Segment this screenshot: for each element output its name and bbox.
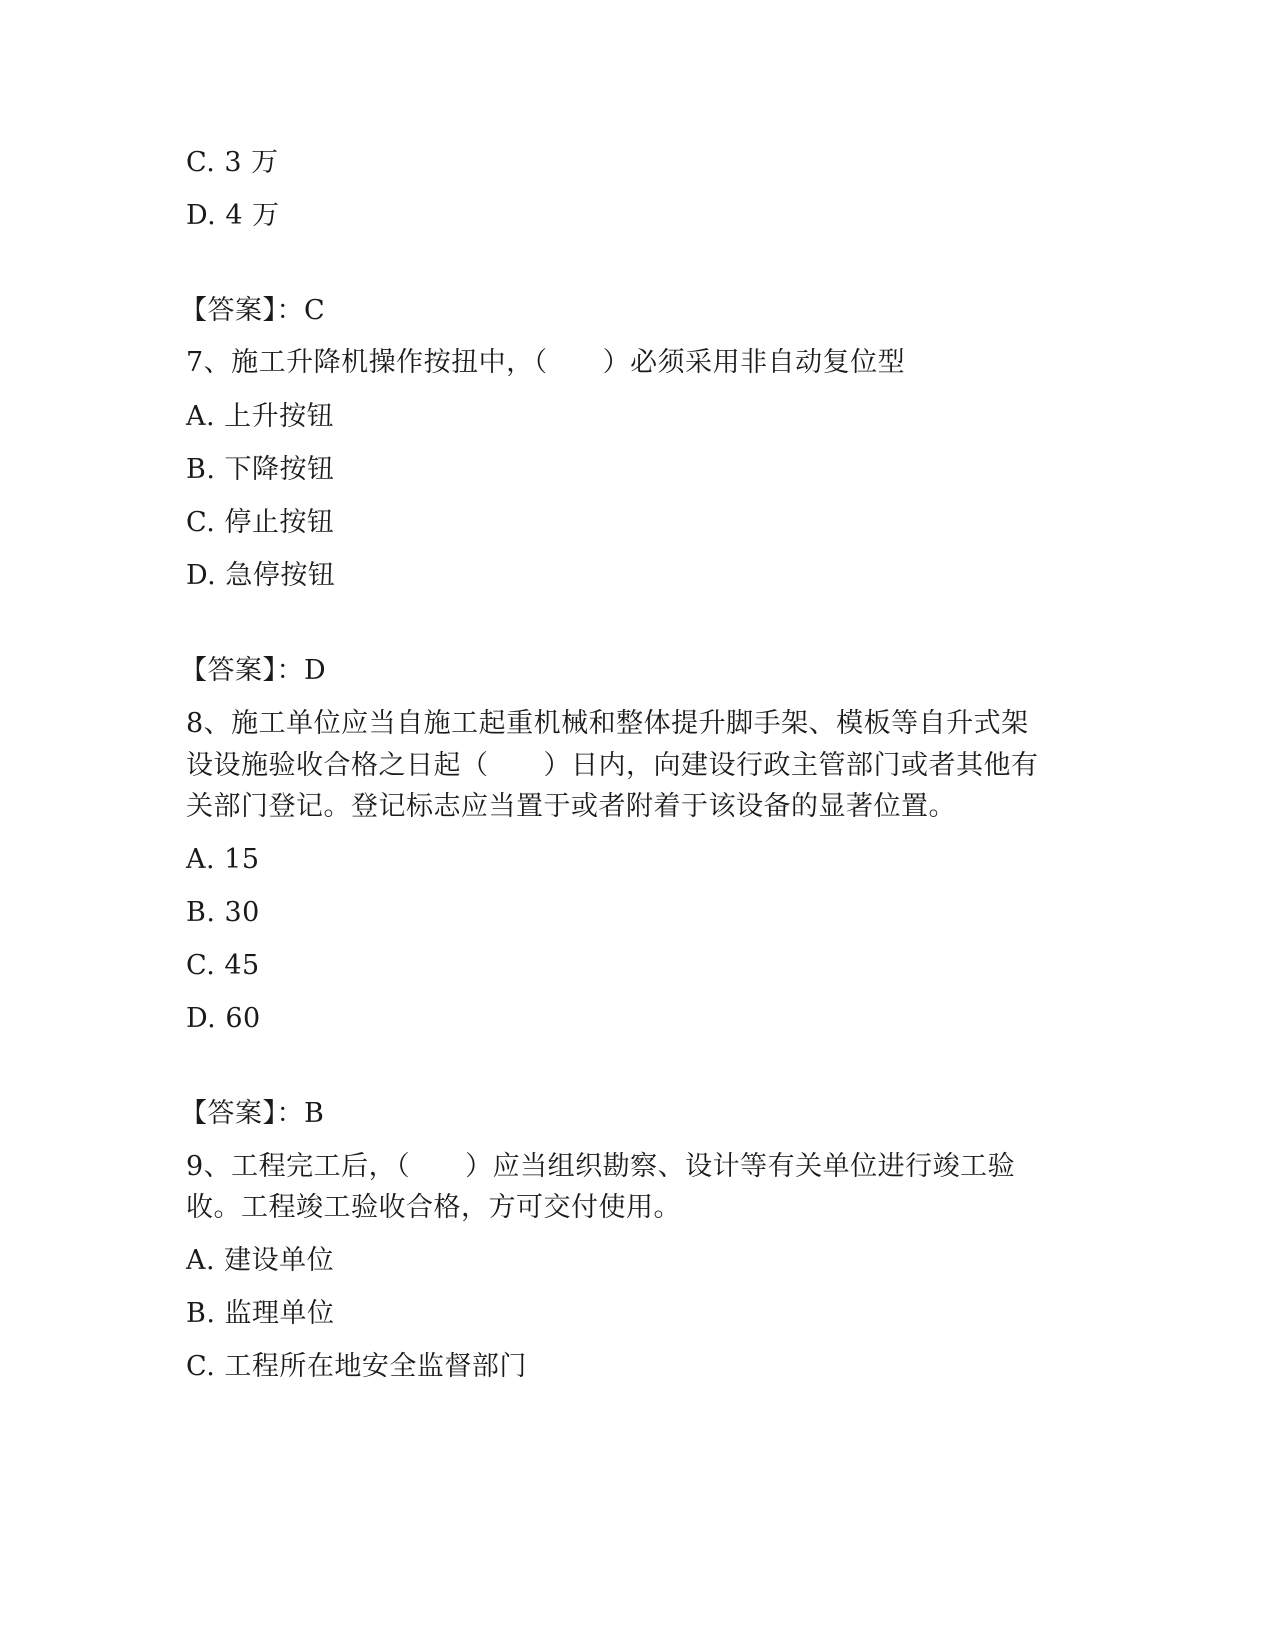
q8-question-line3: 关部门登记。登记标志应当置于或者附着于该设备的显著位置。 <box>186 791 956 822</box>
q6-option-c: C. 3 万 <box>186 147 279 178</box>
q6-answer: 【答案】：C <box>180 295 326 326</box>
q8-question-line1: 8、施工单位应当自施工起重机械和整体提升脚手架、模板等自升式架 <box>186 708 1029 739</box>
q7-option-a: A. 上升按钮 <box>186 401 335 432</box>
q9-question-line2: 收。工程竣工验收合格，方可交付使用。 <box>186 1192 681 1223</box>
q7-question: 7、施工升降机操作按扭中，（ ）必须采用非自动复位型 <box>186 347 906 378</box>
q8-answer: 【答案】：B <box>180 1098 325 1129</box>
q7-option-d: D. 急停按钮 <box>186 560 336 591</box>
q8-question-line2: 设设施验收合格之日起（ ）日内，向建设行政主管部门或者其他有 <box>186 750 1039 781</box>
q7-answer: 【答案】：D <box>180 655 327 686</box>
q8-option-b: B. 30 <box>186 897 260 928</box>
q9-option-a: A. 建设单位 <box>186 1245 335 1276</box>
q8-option-d: D. 60 <box>186 1003 261 1034</box>
q7-option-c: C. 停止按钮 <box>186 507 335 538</box>
q9-option-b: B. 监理单位 <box>186 1298 335 1329</box>
q6-option-d: D. 4 万 <box>186 200 280 231</box>
q8-option-c: C. 45 <box>186 950 260 981</box>
q9-option-c: C. 工程所在地安全监督部门 <box>186 1351 527 1382</box>
q7-option-b: B. 下降按钮 <box>186 454 335 485</box>
q8-option-a: A. 15 <box>186 844 260 875</box>
q9-question-line1: 9、工程完工后，（ ）应当组织勘察、设计等有关单位进行竣工验 <box>186 1151 1016 1182</box>
